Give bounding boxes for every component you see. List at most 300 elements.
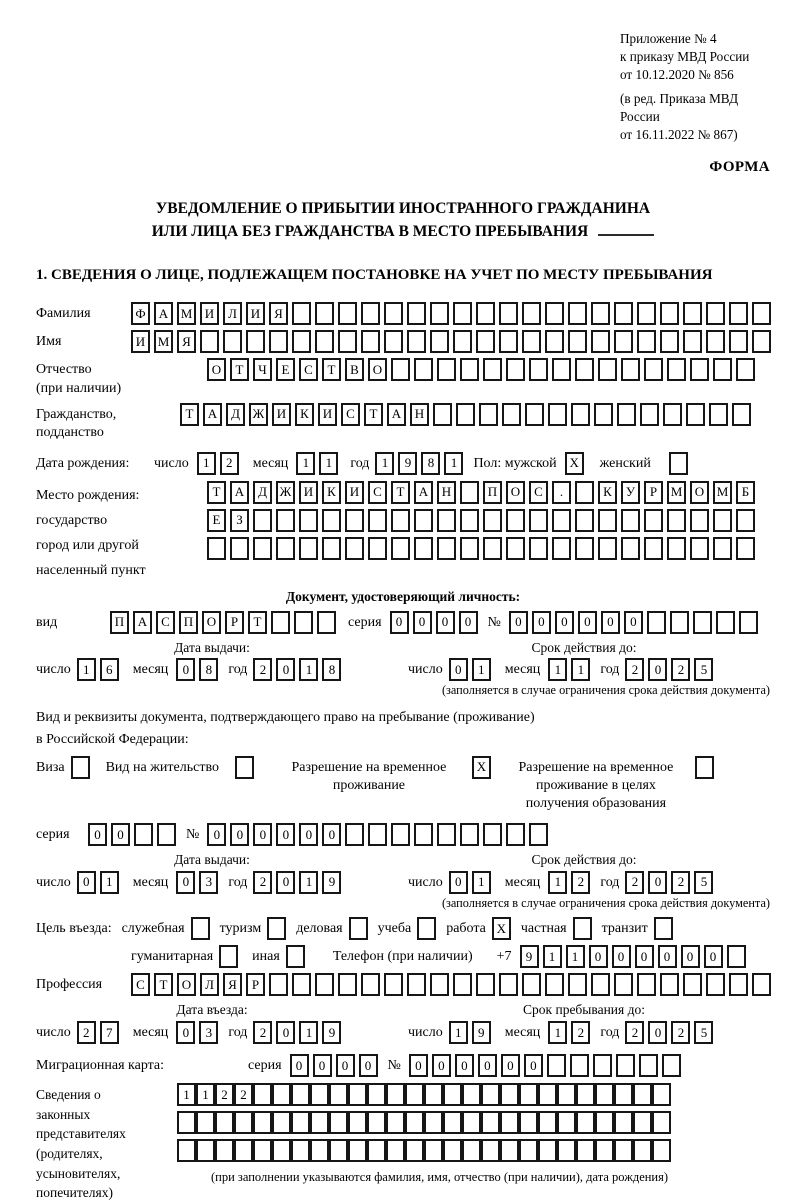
birth-place-char-box[interactable] <box>391 537 410 560</box>
stay-doc-expiry-year-box[interactable]: 2 <box>625 871 644 894</box>
surname-char-box[interactable] <box>292 302 311 325</box>
patronymic-char-box[interactable] <box>575 358 594 381</box>
birth-place-char-box[interactable]: З <box>230 509 249 532</box>
profession-char-box[interactable] <box>614 973 633 996</box>
representatives-char-box[interactable] <box>310 1083 329 1106</box>
representatives-char-box[interactable] <box>538 1139 557 1162</box>
doc-series-box[interactable]: 0 <box>390 611 409 634</box>
doc-series-box[interactable]: 0 <box>413 611 432 634</box>
migration-card-number-box[interactable]: 0 <box>432 1054 451 1077</box>
doc-number-box[interactable] <box>670 611 689 634</box>
birth-place-char-box[interactable] <box>437 537 456 560</box>
birth-place-char-box[interactable] <box>598 509 617 532</box>
representatives-char-box[interactable] <box>462 1139 481 1162</box>
doc-issue-year-box[interactable]: 8 <box>322 658 341 681</box>
surname-char-box[interactable] <box>315 302 334 325</box>
stay-doc-expiry-month-box[interactable]: 1 <box>548 871 567 894</box>
birth-place-char-box[interactable] <box>276 509 295 532</box>
name-char-box[interactable] <box>752 330 771 353</box>
representatives-char-box[interactable] <box>348 1083 367 1106</box>
stay-doc-number-box[interactable] <box>345 823 364 846</box>
representatives-char-box[interactable] <box>652 1111 671 1134</box>
birth-place-char-box[interactable] <box>529 537 548 560</box>
name-char-box[interactable] <box>315 330 334 353</box>
name-char-box[interactable] <box>430 330 449 353</box>
birth-place-char-box[interactable] <box>529 509 548 532</box>
birth-place-char-box[interactable] <box>552 509 571 532</box>
representatives-char-box[interactable] <box>576 1083 595 1106</box>
citizenship-char-box[interactable] <box>594 403 613 426</box>
name-char-box[interactable]: Я <box>177 330 196 353</box>
name-char-box[interactable] <box>729 330 748 353</box>
surname-char-box[interactable] <box>729 302 748 325</box>
profession-char-box[interactable]: О <box>177 973 196 996</box>
doc-number-box[interactable]: 0 <box>578 611 597 634</box>
doc-issue-year-box[interactable]: 1 <box>299 658 318 681</box>
citizenship-char-box[interactable]: К <box>295 403 314 426</box>
birth-day-box[interactable]: 1 <box>197 452 216 475</box>
entry-month-box[interactable]: 3 <box>199 1021 218 1044</box>
stay-doc-issue-day-box[interactable]: 0 <box>77 871 96 894</box>
birth-place-char-box[interactable] <box>598 537 617 560</box>
representatives-char-box[interactable] <box>234 1139 253 1162</box>
name-char-box[interactable] <box>338 330 357 353</box>
entry-day-box[interactable]: 7 <box>100 1021 119 1044</box>
patronymic-char-box[interactable] <box>713 358 732 381</box>
surname-char-box[interactable]: Л <box>223 302 242 325</box>
birth-place-char-box[interactable]: И <box>345 481 364 504</box>
representatives-char-box[interactable] <box>500 1139 519 1162</box>
birth-place-char-box[interactable] <box>253 537 272 560</box>
birth-month-box[interactable]: 1 <box>319 452 338 475</box>
phone-digit-box[interactable] <box>727 945 746 968</box>
birth-place-char-box[interactable] <box>322 537 341 560</box>
purpose-humanitarian-checkbox[interactable] <box>219 945 238 968</box>
representatives-char-box[interactable] <box>614 1111 633 1134</box>
patronymic-char-box[interactable]: В <box>345 358 364 381</box>
name-char-box[interactable] <box>522 330 541 353</box>
birth-place-char-box[interactable] <box>506 509 525 532</box>
purpose-private-checkbox[interactable] <box>573 917 592 940</box>
birth-place-char-box[interactable] <box>621 537 640 560</box>
purpose-official-checkbox[interactable] <box>191 917 210 940</box>
surname-char-box[interactable] <box>614 302 633 325</box>
residence-permit-checkbox[interactable] <box>235 756 254 779</box>
profession-char-box[interactable] <box>729 973 748 996</box>
birth-place-char-box[interactable] <box>506 537 525 560</box>
doc-type-char-box[interactable]: Т <box>248 611 267 634</box>
patronymic-char-box[interactable] <box>621 358 640 381</box>
representatives-char-box[interactable] <box>367 1139 386 1162</box>
representatives-char-box[interactable]: 1 <box>196 1083 215 1106</box>
phone-digit-box[interactable]: 0 <box>681 945 700 968</box>
representatives-char-box[interactable] <box>481 1111 500 1134</box>
representatives-char-box[interactable] <box>329 1139 348 1162</box>
representatives-char-box[interactable] <box>519 1083 538 1106</box>
representatives-char-box[interactable]: 2 <box>234 1083 253 1106</box>
doc-expiry-day-box[interactable]: 1 <box>472 658 491 681</box>
stay-doc-issue-day-box[interactable]: 1 <box>100 871 119 894</box>
purpose-transit-checkbox[interactable] <box>654 917 673 940</box>
stay-doc-issue-month-box[interactable]: 0 <box>176 871 195 894</box>
stay-until-day-box[interactable]: 9 <box>472 1021 491 1044</box>
entry-day-box[interactable]: 2 <box>77 1021 96 1044</box>
name-char-box[interactable] <box>246 330 265 353</box>
surname-char-box[interactable] <box>568 302 587 325</box>
patronymic-char-box[interactable]: Ч <box>253 358 272 381</box>
surname-char-box[interactable] <box>591 302 610 325</box>
profession-char-box[interactable] <box>315 973 334 996</box>
birth-place-char-box[interactable]: Д <box>253 481 272 504</box>
birth-place-char-box[interactable] <box>207 537 226 560</box>
profession-char-box[interactable]: Я <box>223 973 242 996</box>
patronymic-char-box[interactable] <box>391 358 410 381</box>
migration-card-series-box[interactable]: 0 <box>313 1054 332 1077</box>
name-char-box[interactable] <box>637 330 656 353</box>
representatives-char-box[interactable] <box>576 1139 595 1162</box>
representatives-char-box[interactable] <box>253 1083 272 1106</box>
profession-char-box[interactable] <box>453 973 472 996</box>
stay-doc-number-box[interactable] <box>414 823 433 846</box>
representatives-char-box[interactable] <box>310 1111 329 1134</box>
representatives-char-box[interactable] <box>500 1111 519 1134</box>
stay-doc-number-box[interactable]: 0 <box>207 823 226 846</box>
representatives-char-box[interactable] <box>196 1139 215 1162</box>
representatives-char-box[interactable] <box>576 1111 595 1134</box>
profession-char-box[interactable]: Л <box>200 973 219 996</box>
representatives-char-box[interactable] <box>595 1111 614 1134</box>
stay-until-year-box[interactable]: 2 <box>671 1021 690 1044</box>
representatives-char-box[interactable] <box>329 1083 348 1106</box>
migration-card-number-box[interactable]: 0 <box>455 1054 474 1077</box>
representatives-char-box[interactable] <box>386 1139 405 1162</box>
representatives-char-box[interactable] <box>462 1083 481 1106</box>
stay-until-year-box[interactable]: 0 <box>648 1021 667 1044</box>
representatives-char-box[interactable] <box>405 1139 424 1162</box>
migration-card-number-box[interactable]: 0 <box>524 1054 543 1077</box>
patronymic-char-box[interactable] <box>690 358 709 381</box>
citizenship-char-box[interactable] <box>502 403 521 426</box>
representatives-char-box[interactable] <box>614 1139 633 1162</box>
birth-place-char-box[interactable]: С <box>529 481 548 504</box>
name-char-box[interactable] <box>683 330 702 353</box>
birth-place-char-box[interactable]: М <box>667 481 686 504</box>
birth-place-char-box[interactable] <box>667 509 686 532</box>
profession-char-box[interactable] <box>522 973 541 996</box>
profession-char-box[interactable] <box>545 973 564 996</box>
doc-issue-day-box[interactable]: 1 <box>77 658 96 681</box>
stay-doc-number-box[interactable] <box>368 823 387 846</box>
patronymic-char-box[interactable] <box>644 358 663 381</box>
migration-card-series-box[interactable]: 0 <box>359 1054 378 1077</box>
edu-residence-checkbox[interactable] <box>695 756 714 779</box>
stay-doc-number-box[interactable] <box>506 823 525 846</box>
birth-place-char-box[interactable] <box>299 537 318 560</box>
birth-place-char-box[interactable]: Р <box>644 481 663 504</box>
purpose-tourism-checkbox[interactable] <box>267 917 286 940</box>
stay-doc-series-box[interactable] <box>134 823 153 846</box>
name-char-box[interactable] <box>384 330 403 353</box>
stay-doc-series-box[interactable]: 0 <box>88 823 107 846</box>
stay-doc-issue-year-box[interactable]: 1 <box>299 871 318 894</box>
stay-doc-expiry-day-box[interactable]: 1 <box>472 871 491 894</box>
representatives-char-box[interactable] <box>367 1111 386 1134</box>
patronymic-char-box[interactable]: С <box>299 358 318 381</box>
patronymic-char-box[interactable] <box>414 358 433 381</box>
profession-char-box[interactable] <box>752 973 771 996</box>
birth-place-char-box[interactable] <box>368 509 387 532</box>
birth-place-char-box[interactable]: А <box>230 481 249 504</box>
representatives-char-box[interactable] <box>443 1139 462 1162</box>
profession-char-box[interactable] <box>476 973 495 996</box>
birth-place-char-box[interactable] <box>690 537 709 560</box>
representatives-char-box[interactable] <box>310 1139 329 1162</box>
doc-issue-month-box[interactable]: 8 <box>199 658 218 681</box>
citizenship-char-box[interactable]: А <box>203 403 222 426</box>
doc-number-box[interactable]: 0 <box>555 611 574 634</box>
representatives-char-box[interactable] <box>386 1083 405 1106</box>
name-char-box[interactable] <box>292 330 311 353</box>
stay-doc-series-box[interactable] <box>157 823 176 846</box>
surname-char-box[interactable] <box>407 302 426 325</box>
name-char-box[interactable] <box>568 330 587 353</box>
surname-char-box[interactable] <box>522 302 541 325</box>
doc-number-box[interactable]: 0 <box>601 611 620 634</box>
entry-year-box[interactable]: 1 <box>299 1021 318 1044</box>
migration-card-number-box[interactable]: 0 <box>409 1054 428 1077</box>
name-char-box[interactable] <box>614 330 633 353</box>
representatives-char-box[interactable] <box>633 1139 652 1162</box>
birth-place-char-box[interactable] <box>713 537 732 560</box>
citizenship-char-box[interactable]: И <box>318 403 337 426</box>
stay-doc-number-box[interactable]: 0 <box>322 823 341 846</box>
doc-issue-day-box[interactable]: 6 <box>100 658 119 681</box>
birth-place-char-box[interactable]: Т <box>207 481 226 504</box>
representatives-char-box[interactable] <box>291 1111 310 1134</box>
surname-char-box[interactable] <box>338 302 357 325</box>
representatives-char-box[interactable] <box>291 1083 310 1106</box>
citizenship-char-box[interactable]: И <box>272 403 291 426</box>
profession-char-box[interactable] <box>637 973 656 996</box>
citizenship-char-box[interactable]: Т <box>364 403 383 426</box>
patronymic-char-box[interactable]: О <box>368 358 387 381</box>
citizenship-char-box[interactable] <box>640 403 659 426</box>
doc-expiry-year-box[interactable]: 5 <box>694 658 713 681</box>
name-char-box[interactable] <box>453 330 472 353</box>
birth-place-char-box[interactable] <box>713 509 732 532</box>
stay-doc-expiry-month-box[interactable]: 2 <box>571 871 590 894</box>
birth-place-char-box[interactable] <box>253 509 272 532</box>
birth-place-char-box[interactable] <box>644 537 663 560</box>
entry-year-box[interactable]: 9 <box>322 1021 341 1044</box>
female-checkbox[interactable] <box>669 452 688 475</box>
stay-doc-series-box[interactable]: 0 <box>111 823 130 846</box>
birth-place-char-box[interactable]: К <box>322 481 341 504</box>
representatives-char-box[interactable] <box>595 1139 614 1162</box>
doc-type-char-box[interactable]: Р <box>225 611 244 634</box>
entry-year-box[interactable]: 0 <box>276 1021 295 1044</box>
citizenship-char-box[interactable]: Т <box>180 403 199 426</box>
surname-char-box[interactable]: Я <box>269 302 288 325</box>
stay-doc-expiry-year-box[interactable]: 5 <box>694 871 713 894</box>
representatives-char-box[interactable] <box>614 1083 633 1106</box>
doc-expiry-day-box[interactable]: 0 <box>449 658 468 681</box>
representatives-char-box[interactable] <box>272 1111 291 1134</box>
surname-char-box[interactable] <box>706 302 725 325</box>
representatives-char-box[interactable] <box>652 1083 671 1106</box>
citizenship-char-box[interactable]: Д <box>226 403 245 426</box>
migration-card-number-box[interactable] <box>662 1054 681 1077</box>
representatives-char-box[interactable] <box>443 1083 462 1106</box>
migration-card-series-box[interactable]: 0 <box>336 1054 355 1077</box>
surname-char-box[interactable]: И <box>200 302 219 325</box>
citizenship-char-box[interactable] <box>548 403 567 426</box>
representatives-char-box[interactable] <box>272 1083 291 1106</box>
stay-doc-number-box[interactable] <box>483 823 502 846</box>
doc-expiry-year-box[interactable]: 2 <box>671 658 690 681</box>
stay-doc-expiry-day-box[interactable]: 0 <box>449 871 468 894</box>
citizenship-char-box[interactable] <box>456 403 475 426</box>
stay-doc-issue-year-box[interactable]: 9 <box>322 871 341 894</box>
doc-expiry-month-box[interactable]: 1 <box>548 658 567 681</box>
patronymic-char-box[interactable] <box>483 358 502 381</box>
representatives-char-box[interactable]: 2 <box>215 1083 234 1106</box>
birth-place-char-box[interactable] <box>736 509 755 532</box>
birth-place-char-box[interactable]: . <box>552 481 571 504</box>
birth-place-char-box[interactable]: С <box>368 481 387 504</box>
representatives-char-box[interactable] <box>386 1111 405 1134</box>
name-char-box[interactable] <box>706 330 725 353</box>
representatives-char-box[interactable] <box>443 1111 462 1134</box>
birth-day-box[interactable]: 2 <box>220 452 239 475</box>
birth-place-char-box[interactable] <box>322 509 341 532</box>
citizenship-char-box[interactable] <box>617 403 636 426</box>
representatives-char-box[interactable] <box>215 1139 234 1162</box>
doc-number-box[interactable] <box>716 611 735 634</box>
name-char-box[interactable] <box>269 330 288 353</box>
citizenship-char-box[interactable] <box>571 403 590 426</box>
doc-number-box[interactable]: 0 <box>532 611 551 634</box>
doc-series-box[interactable]: 0 <box>436 611 455 634</box>
representatives-char-box[interactable] <box>424 1139 443 1162</box>
birth-place-char-box[interactable]: Ж <box>276 481 295 504</box>
representatives-char-box[interactable] <box>557 1111 576 1134</box>
doc-type-char-box[interactable] <box>294 611 313 634</box>
doc-issue-year-box[interactable]: 2 <box>253 658 272 681</box>
representatives-char-box[interactable] <box>462 1111 481 1134</box>
phone-digit-box[interactable]: 0 <box>612 945 631 968</box>
stay-until-day-box[interactable]: 1 <box>449 1021 468 1044</box>
doc-type-char-box[interactable] <box>317 611 336 634</box>
name-char-box[interactable]: М <box>154 330 173 353</box>
representatives-char-box[interactable] <box>519 1139 538 1162</box>
purpose-work-checkbox[interactable]: X <box>492 917 511 940</box>
stay-until-month-box[interactable]: 1 <box>548 1021 567 1044</box>
doc-type-char-box[interactable]: С <box>156 611 175 634</box>
birth-place-char-box[interactable] <box>644 509 663 532</box>
surname-char-box[interactable] <box>660 302 679 325</box>
stay-doc-issue-month-box[interactable]: 3 <box>199 871 218 894</box>
name-char-box[interactable]: И <box>131 330 150 353</box>
migration-card-number-box[interactable] <box>547 1054 566 1077</box>
representatives-char-box[interactable] <box>481 1083 500 1106</box>
birth-place-char-box[interactable] <box>299 509 318 532</box>
name-char-box[interactable] <box>591 330 610 353</box>
doc-type-char-box[interactable]: П <box>110 611 129 634</box>
name-char-box[interactable] <box>476 330 495 353</box>
birth-place-char-box[interactable] <box>414 509 433 532</box>
phone-digit-box[interactable]: 0 <box>589 945 608 968</box>
representatives-char-box[interactable] <box>424 1083 443 1106</box>
birth-place-char-box[interactable]: Н <box>437 481 456 504</box>
patronymic-char-box[interactable] <box>736 358 755 381</box>
profession-char-box[interactable]: Р <box>246 973 265 996</box>
patronymic-char-box[interactable] <box>552 358 571 381</box>
surname-char-box[interactable] <box>453 302 472 325</box>
phone-digit-box[interactable]: 9 <box>520 945 539 968</box>
entry-month-box[interactable]: 0 <box>176 1021 195 1044</box>
profession-char-box[interactable] <box>706 973 725 996</box>
migration-card-number-box[interactable]: 0 <box>501 1054 520 1077</box>
representatives-char-box[interactable] <box>557 1139 576 1162</box>
patronymic-char-box[interactable] <box>437 358 456 381</box>
patronymic-char-box[interactable]: Е <box>276 358 295 381</box>
stay-doc-number-box[interactable] <box>437 823 456 846</box>
representatives-char-box[interactable] <box>234 1111 253 1134</box>
citizenship-char-box[interactable] <box>732 403 751 426</box>
surname-char-box[interactable] <box>637 302 656 325</box>
stay-doc-number-box[interactable] <box>460 823 479 846</box>
doc-expiry-year-box[interactable]: 2 <box>625 658 644 681</box>
representatives-char-box[interactable] <box>538 1111 557 1134</box>
birth-place-char-box[interactable] <box>483 509 502 532</box>
birth-place-char-box[interactable] <box>345 509 364 532</box>
doc-type-char-box[interactable]: П <box>179 611 198 634</box>
birth-year-box[interactable]: 9 <box>398 452 417 475</box>
birth-place-char-box[interactable]: К <box>598 481 617 504</box>
birth-month-box[interactable]: 1 <box>296 452 315 475</box>
name-char-box[interactable] <box>223 330 242 353</box>
profession-char-box[interactable] <box>338 973 357 996</box>
surname-char-box[interactable] <box>430 302 449 325</box>
stay-doc-expiry-year-box[interactable]: 0 <box>648 871 667 894</box>
birth-place-char-box[interactable]: М <box>713 481 732 504</box>
surname-char-box[interactable] <box>476 302 495 325</box>
patronymic-char-box[interactable]: Т <box>322 358 341 381</box>
birth-place-char-box[interactable]: Б <box>736 481 755 504</box>
citizenship-char-box[interactable] <box>663 403 682 426</box>
migration-card-number-box[interactable]: 0 <box>478 1054 497 1077</box>
profession-char-box[interactable] <box>384 973 403 996</box>
stay-doc-number-box[interactable]: 0 <box>253 823 272 846</box>
name-char-box[interactable] <box>407 330 426 353</box>
birth-year-box[interactable]: 1 <box>444 452 463 475</box>
representatives-char-box[interactable] <box>538 1083 557 1106</box>
migration-card-number-box[interactable] <box>639 1054 658 1077</box>
doc-series-box[interactable]: 0 <box>459 611 478 634</box>
citizenship-char-box[interactable] <box>686 403 705 426</box>
birth-place-char-box[interactable] <box>575 481 594 504</box>
visa-checkbox[interactable] <box>71 756 90 779</box>
surname-char-box[interactable]: М <box>177 302 196 325</box>
representatives-char-box[interactable] <box>348 1111 367 1134</box>
citizenship-char-box[interactable] <box>709 403 728 426</box>
doc-number-box[interactable] <box>739 611 758 634</box>
citizenship-char-box[interactable]: А <box>387 403 406 426</box>
birth-place-char-box[interactable] <box>368 537 387 560</box>
birth-place-char-box[interactable] <box>460 481 479 504</box>
profession-char-box[interactable] <box>430 973 449 996</box>
